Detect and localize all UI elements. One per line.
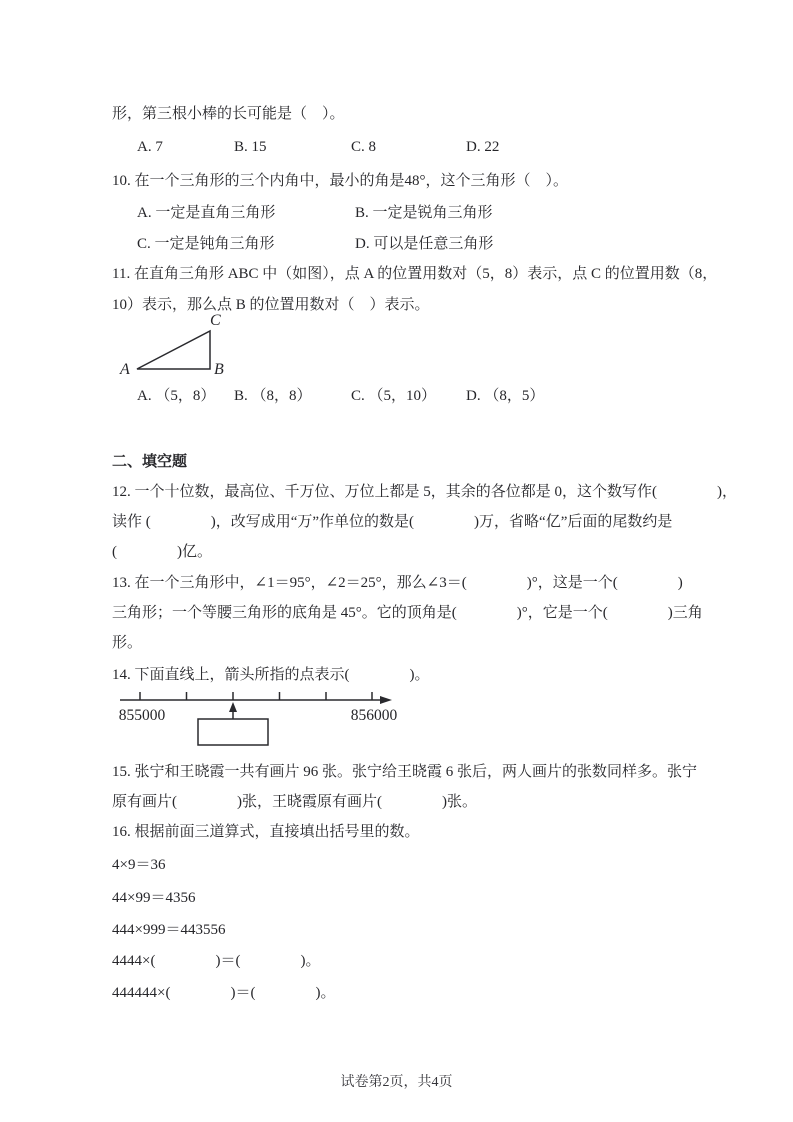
option-11-d: D. （8，5）	[466, 388, 545, 404]
option-10-d: D. 可以是任意三角形	[355, 236, 494, 252]
option-10-a: A. 一定是直角三角形	[137, 205, 276, 221]
question-12-line2: 读作 ( )，改写成用“万”作单位的数是( )万，省略“亿”后面的尾数约是	[112, 514, 673, 530]
equation-1: 4×9＝36	[112, 857, 166, 873]
answer-box	[198, 719, 268, 745]
equation-3: 444×999＝443556	[112, 922, 226, 938]
question-11-stem-line2: 10）表示，那么点 B 的位置用数对（ ）表示。	[112, 297, 430, 313]
question-14-stem: 14. 下面直线上，箭头所指的点表示( )。	[112, 667, 430, 683]
triangle-vertex-label-c: C	[210, 312, 221, 329]
section-2-heading: 二、填空题	[112, 454, 188, 470]
equation-4: 4444×( )＝( )。	[112, 953, 321, 969]
question-10-options-row-2	[0, 232, 793, 256]
option-9-a: A. 7	[137, 139, 163, 155]
equation-5: 444444×( )＝( )。	[112, 985, 336, 1001]
page-number-footer: 试卷第2页，共4页	[340, 1075, 453, 1090]
question-15-line2: 原有画片( )张，王晓霞原有画片( )张。	[112, 794, 477, 810]
question-10-options-row-1	[0, 201, 793, 225]
right-triangle-figure	[100, 311, 240, 379]
question-9-options-row	[0, 139, 793, 163]
number-line-right-label: 856000	[350, 707, 398, 724]
option-9-c: C. 8	[351, 139, 377, 155]
question-12-line3: ( )亿。	[112, 544, 212, 560]
option-11-c: C. （5，10）	[351, 388, 437, 404]
equation-2: 44×99＝4356	[112, 890, 196, 906]
question-11-stem-line1: 11. 在直角三角形 ABC 中（如图），点 A 的位置用数对（5，8）表示，点 C 的位置用数（8，	[112, 266, 718, 282]
question-10-stem: 10. 在一个三角形的三个内角中，最小的角是48°，这个三角形（ ）。	[112, 173, 569, 189]
question-9-tail: 形，第三根小棒的长可能是（ ）。	[112, 106, 345, 122]
question-15-line1: 15. 张宁和王晓霞一共有画片 96 张。张宁给王晓霞 6 张后，两人画片的张数同样多。张宁	[112, 764, 698, 780]
option-11-a: A. （5，8）	[137, 388, 216, 404]
question-13-line3: 形。	[112, 635, 143, 651]
option-10-b: B. 一定是锐角三角形	[355, 205, 493, 221]
pointer-up-arrowhead	[229, 702, 237, 712]
triangle-vertex-label-b: B	[214, 361, 224, 378]
option-10-c: C. 一定是钝角三角形	[137, 236, 275, 252]
triangle-vertex-label-a: A	[120, 361, 130, 378]
question-11-options-row	[0, 384, 793, 408]
option-11-b: B. （8，8）	[234, 388, 312, 404]
option-9-d: D. 22	[466, 139, 500, 155]
question-13-line2: 三角形；一个等腰三角形的底角是 45°。它的顶角是( )°，它是一个( )三角	[112, 605, 703, 621]
question-12-line1: 12. 一个十位数，最高位、千万位、万位上都是 5，其余的各位都是 0，这个数写作( )，	[112, 484, 737, 500]
question-16-stem: 16. 根据前面三道算式，直接填出括号里的数。	[112, 824, 420, 840]
number-line-left-label: 855000	[118, 707, 166, 724]
option-9-b: B. 15	[234, 139, 267, 155]
number-line-right-arrowhead	[380, 696, 392, 704]
number-line-figure	[108, 686, 403, 750]
question-13-line1: 13. 在一个三角形中，∠1＝95°，∠2＝25°，那么∠3＝( )°，这是一个( )	[112, 575, 683, 591]
triangle-shape	[137, 331, 210, 369]
